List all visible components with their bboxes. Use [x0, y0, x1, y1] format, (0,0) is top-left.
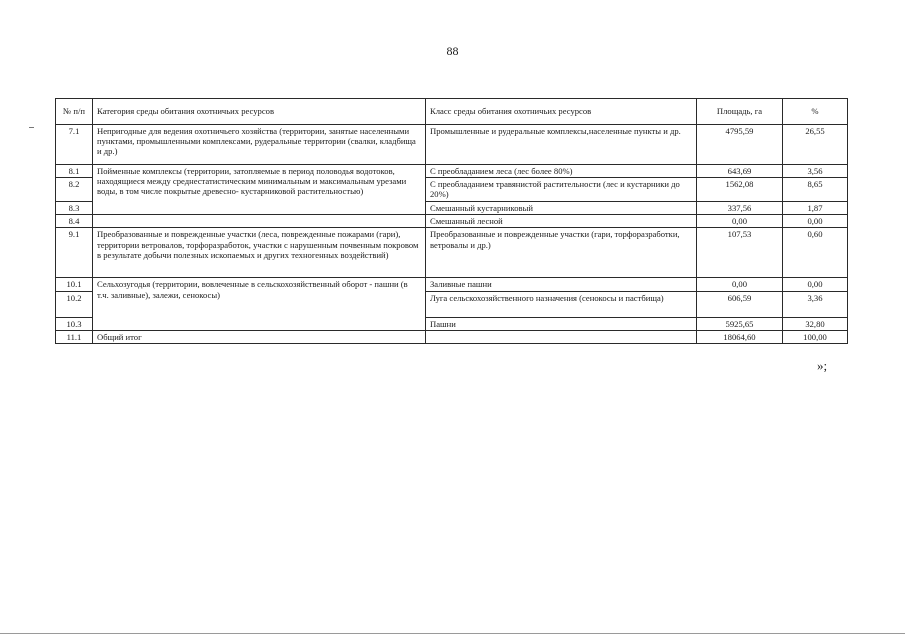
row-class: Заливные пашни — [426, 278, 697, 291]
row-class: Пашни — [426, 317, 697, 330]
row-num: 11.1 — [56, 330, 93, 343]
header-num: № п/п — [56, 99, 93, 125]
header-area: Площадь, га — [697, 99, 783, 125]
table-row — [56, 165, 848, 178]
row-area: 5925,65 — [697, 317, 783, 330]
row-class: Преобразованные и поврежденные участки (гари, торфоразработки, ветровалы и др.) — [426, 228, 697, 278]
table-row-total — [56, 330, 848, 343]
row-num: 9.1 — [56, 228, 93, 278]
row-percent: 3,36 — [783, 291, 848, 317]
header-class: Класс среды обитания охотничьих ресурсов — [426, 99, 697, 125]
table-row — [56, 125, 848, 165]
table-row — [56, 278, 848, 291]
row-category: Преобразованные и поврежденные участки (леса, поврежденные пожарами (гари), территории ветровалов, торфоразработок, участки с нарушенным почвенным покровом в результате добычи полезных ископаемых и других техногенных воздействий) — [93, 228, 426, 278]
row-area: 337,56 — [697, 202, 783, 215]
header-percent: % — [783, 99, 848, 125]
row-area: 18064,60 — [697, 330, 783, 343]
row-num: 10.3 — [56, 317, 93, 330]
row-num: 10.2 — [56, 291, 93, 317]
row-area: 606,59 — [697, 291, 783, 317]
row-area: 0,00 — [697, 278, 783, 291]
row-class: Смешанный кустарниковый — [426, 202, 697, 215]
row-percent: 32,80 — [783, 317, 848, 330]
row-num: 8.4 — [56, 215, 93, 228]
row-percent: 1,87 — [783, 202, 848, 215]
row-area: 643,69 — [697, 165, 783, 178]
row-category: Пойменные комплексы (территории, затопляемые в период половодья водотоков, находящиеся между среднестатистическим минимальным и максимальным урезами воды, в том числе покрытые древесно- кустарниковой растительностью) — [93, 165, 426, 215]
page-number: 88 — [446, 44, 459, 58]
row-percent: 8,65 — [783, 178, 848, 202]
header-category: Категория среды обитания охотничьих ресурсов — [93, 99, 426, 125]
row-category: Общий итог — [93, 330, 426, 343]
row-category: Сельхозугодья (территории, вовлеченные в сельскохозяйственный оборот - пашни (в т.ч. заливные), залежи, сенокосы) — [93, 278, 426, 330]
table-row — [56, 215, 848, 228]
row-percent: 0,00 — [783, 278, 848, 291]
row-percent: 0,60 — [783, 228, 848, 278]
row-num: 8.3 — [56, 202, 93, 215]
row-num: 10.1 — [56, 278, 93, 291]
row-percent: 3,56 — [783, 165, 848, 178]
row-num: 8.2 — [56, 178, 93, 202]
row-area: 4795,59 — [697, 125, 783, 165]
page-bottom-edge — [0, 633, 905, 634]
closing-quote-mark: »; — [817, 358, 828, 373]
row-area: 1562,08 — [697, 178, 783, 202]
row-class: Смешанный лесной — [426, 215, 697, 228]
row-class — [426, 330, 697, 343]
row-category — [93, 215, 426, 228]
row-class: Луга сельскохозяйственного назначения (сенокосы и пастбища) — [426, 291, 697, 317]
row-class: С преобладанием травянистой растительности (лес и кустарники до 20%) — [426, 178, 697, 202]
table-row — [56, 228, 848, 278]
row-class: Промышленные и рудеральные комплексы,населенные пункты и др. — [426, 125, 697, 165]
row-area: 107,53 — [697, 228, 783, 278]
row-category: Непригодные для ведения охотничьего хозяйства (территории, занятые населенными пунктами, промышленными комплексами, рудеральные территории (свалки, кладбища и др.) — [93, 125, 426, 165]
row-class: С преобладанием леса (лес более 80%) — [426, 165, 697, 178]
table-header-row — [56, 99, 848, 125]
row-num: 7.1 — [56, 125, 93, 165]
row-percent: 100,00 — [783, 330, 848, 343]
row-percent: 26,55 — [783, 125, 848, 165]
row-percent: 0,00 — [783, 215, 848, 228]
margin-mark — [29, 127, 34, 128]
row-num: 8.1 — [56, 165, 93, 178]
row-area: 0,00 — [697, 215, 783, 228]
habitat-table — [55, 98, 848, 344]
